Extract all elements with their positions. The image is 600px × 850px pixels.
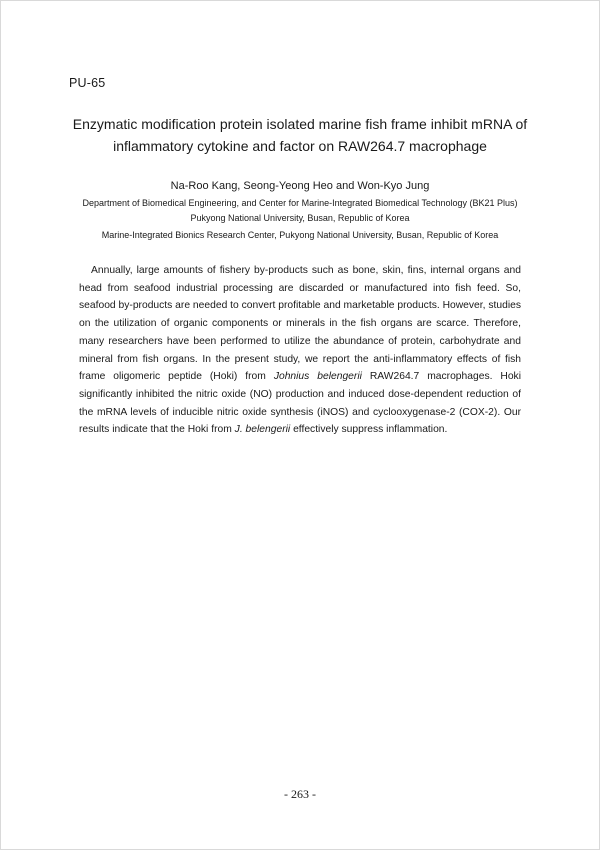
page-number: - 263 - [284, 787, 316, 801]
paper-authors: Na-Roo Kang, Seong-Yeong Heo and Won-Kyo Jung [170, 180, 430, 192]
paper-title: Enzymatic modification protein isolated marine fish frame inhibit mRNA of inflammatory cytokine and factor on RAW264.7 macrophage [72, 116, 528, 154]
abstract-paragraph [79, 262, 521, 439]
abstract-text-part-3: effectively suppress inflammation. [290, 424, 448, 436]
paper-code: PU-65 [69, 76, 106, 90]
affiliation-department: Department of Biomedical Engineering, and Center for Marine-Integrated Biomedical Technology (BK21 Plus) [82, 198, 518, 208]
affiliation-research-center: Marine-Integrated Bionics Research Center, Pukyong National University, Busan, Republic of Korea [101, 230, 499, 240]
abstract-text-part-2: RAW264.7 macrophages. Hoki significantly inhibited the nitric oxide (NO) production and induced dose-dependent reduction of the mRNA levels of inducible nitric oxide synthesis (iNOS) and cyclooxygenase-2 (COX-2). Our results indicate that the Hoki from [79, 371, 521, 436]
abstract-text-part-1: Annually, large amounts of fishery by-products such as bone, skin, fins, internal organs and head from seafood industrial processing are discarded or manufactured into fish feed. So, seafood by-products are needed to convert profitable and marketable products. However, studies on the utilization of organic components or minerals in the fish organs are scarce. Therefore, many researchers have been performed to utilize the abundance of protein, carbohydrate and mineral from fish organs. In the present study, we report the anti-inflammatory effects of fish frame oligomeric peptide (Hoki) from [79, 265, 521, 383]
species-name-short: J. belengerii [234, 424, 291, 436]
affiliation-university: Pukyong National University, Busan, Republic of Korea [190, 213, 410, 223]
species-name-full: Johnius belengerii [273, 371, 362, 383]
